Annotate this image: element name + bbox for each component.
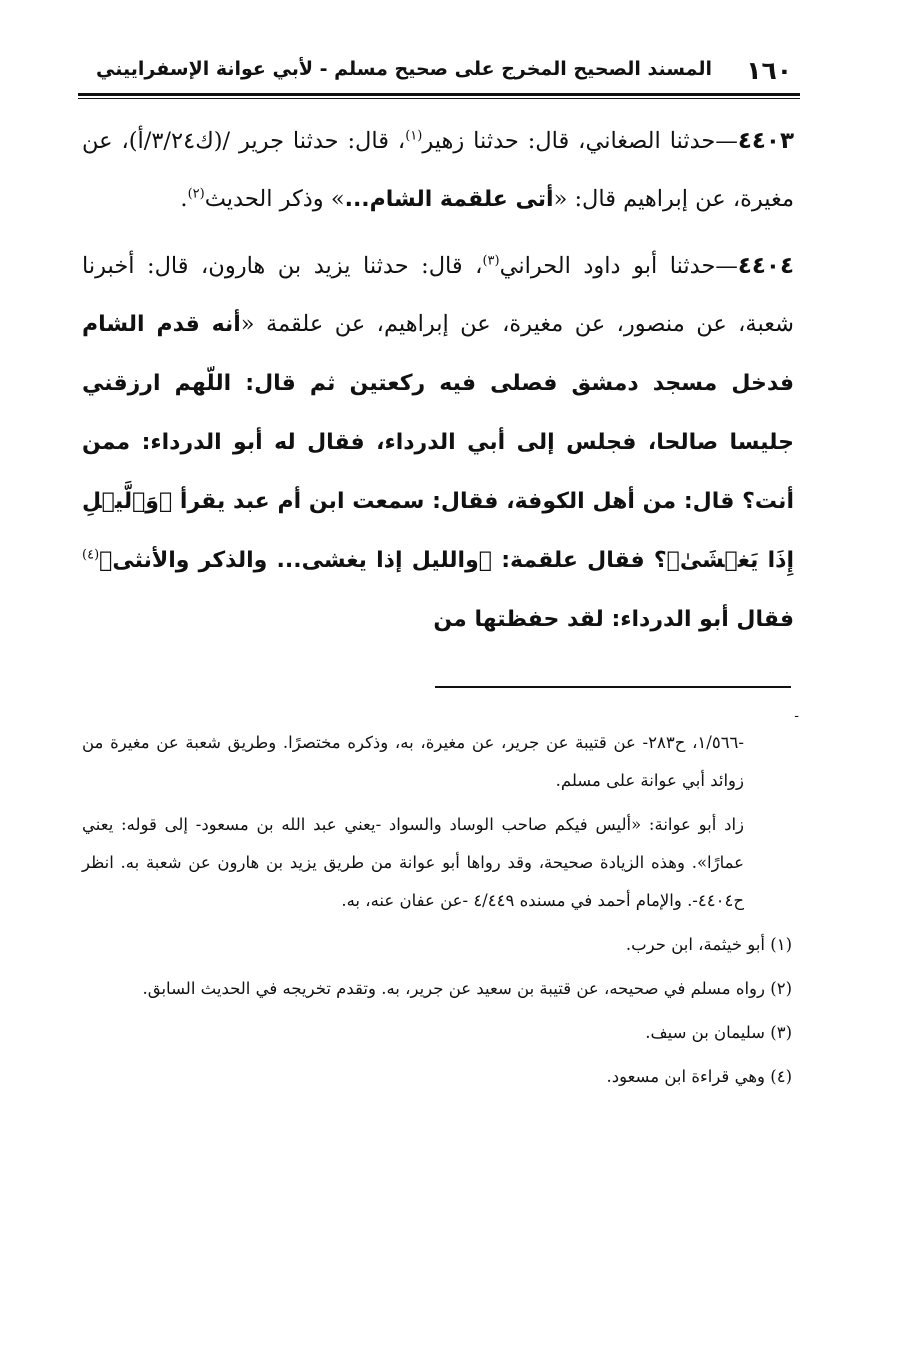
footnote-separator — [435, 686, 791, 688]
header-rule-thin — [78, 98, 800, 99]
hadith-text: ، قال: حدثنا يزيد بن هارون، قال: أخبرنا شعبة، عن منصور، عن مغيرة، عن إبراهيم، عن علقمة « — [82, 253, 794, 337]
footnote-dash: - — [794, 708, 799, 724]
footnote-2: (٢) رواه مسلم في صحيحه، عن قتيبة بن سعيد عن جرير، به. وتقدم تخريجه في الحديث السابق. — [142, 979, 792, 998]
hadith-text: —حدثنا أبو داود الحراني — [499, 253, 738, 279]
footnote-1: (١) أبو خيثمة، ابن حرب. — [625, 935, 792, 954]
footnote-3: (٣) سليمان بن سيف. — [645, 1023, 792, 1042]
hadith-text: ، قال: حدثنا جرير /(ك٣/٢٤/أ)، عن مغيرة، عن إبراهيم قال: « — [82, 128, 794, 212]
hadith-text: . — [180, 186, 188, 212]
footnote-continuation: زاد أبو عوانة: «أليس فيكم صاحب الوساد والسواد -يعني عبد الله بن مسعود- إلى قوله: يعني عمارًا». وهذه الزيادة صحيحة، وقد رواها أبو عوانة من طريق يزيد بن هارون عن شعبة به. انظر ح٤٤٠٤-. والإمام أحمد في مسنده ٤/٤٤٩ -عن عفان عنه، به. — [82, 815, 744, 910]
footnotes — [82, 724, 792, 1102]
main-text — [82, 112, 794, 657]
footnote-ref: (٢) — [187, 186, 205, 202]
footnote-ref: (٤) — [82, 547, 100, 563]
header-rule-thick — [78, 93, 800, 96]
footnote-ref: (١) — [405, 128, 423, 144]
footnote-continuation: -١/٥٦٦، ح٢٨٣- عن قتيبة عن جرير، عن مغيرة، به، وذكره مختصرًا. وطريق شعبة عن مغيرة من زوائد أبي عوانة على مسلم. — [82, 733, 744, 790]
hadith-matn: أنه قدم الشام فدخل مسجد دمشق فصلى فيه ركعتين ثم قال: اللّهم ارزقني جليسا صالحا، فجلس إلى أبي الدرداء، فقال له أبو الدرداء: ممن أنت؟ قال: من أهل الكوفة، فقال: سمعت ابن أم عبد يقرأ ﴿وَٱلَّيۡلِ إِذَا يَغۡشَىٰ﴾؟ فقال علقمة: ﴿والليل إذا يغشى... والذكر والأنثى﴾ — [82, 312, 794, 573]
hadith-text: » وذكر الحديث — [204, 186, 345, 212]
footnote-ref: (٣) — [482, 253, 500, 269]
page-header — [78, 56, 800, 90]
hadith-matn: أتى علقمة الشام... — [344, 187, 554, 212]
hadith-4403 — [82, 112, 794, 229]
page-number: ١٦٠ — [746, 56, 792, 85]
hadith-4404 — [82, 237, 794, 649]
footnote-4: (٤) وهي قراءة ابن مسعود. — [606, 1067, 792, 1086]
running-title: المسند الصحيح المخرج على صحيح مسلم - لأبي عوانة الإسفراييني — [96, 58, 712, 80]
hadith-text: —حدثنا الصغاني، قال: حدثنا زهير — [422, 128, 738, 154]
hadith-matn: فقال أبو الدرداء: لقد حفظتها من — [433, 607, 794, 632]
hadith-number: ٤٤٠٤ — [737, 253, 795, 279]
hadith-number: ٤٤٠٣ — [737, 128, 794, 154]
